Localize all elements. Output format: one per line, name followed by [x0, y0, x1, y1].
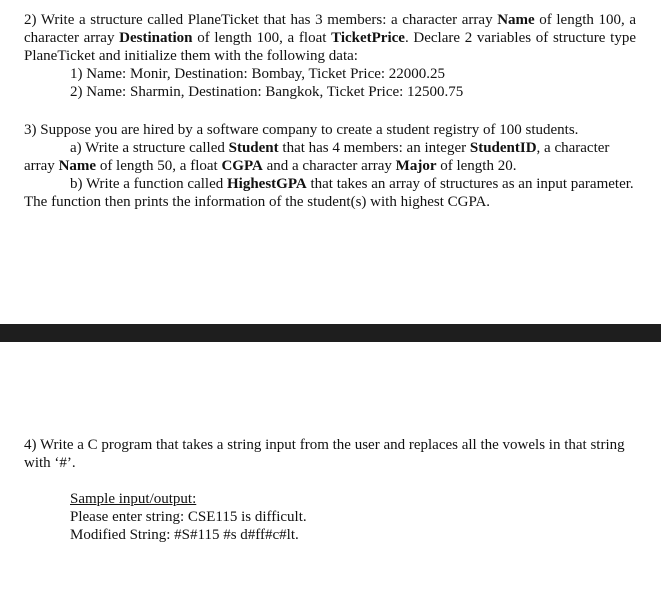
q3b-highestgpa-keyword: HighestGPA: [226, 176, 307, 192]
q3-intro: 3) Suppose you are hired by a software company to create a student registry of 100 students.: [24, 122, 579, 138]
q2-ticketprice-keyword: TicketPrice: [331, 30, 405, 46]
question-3: [24, 121, 636, 211]
q4-prompt: 4) Write a C program that takes a string input from the user and replaces all the vowels in that string with ‘#’.: [24, 437, 625, 471]
q3a-major-keyword: Major: [395, 158, 437, 174]
question-2-text: [24, 11, 636, 65]
q3a-name-keyword: Name: [58, 158, 97, 174]
q4-sample-io: [24, 490, 636, 544]
q3a-mid-text-3: of length 50, a float: [96, 158, 222, 174]
page-divider-band: [0, 324, 661, 342]
q3-part-a: [24, 139, 636, 175]
q2-data-item-2: 2) Name: Sharmin, Destination: Bangkok, Ticket Price: 12500.75: [70, 84, 464, 100]
q2-mid-text-2: of length 100, a float: [192, 30, 332, 46]
q3a-mid-text-2: , a character array: [24, 140, 610, 174]
q3a-lead-text: a) Write a structure called: [70, 140, 229, 156]
q2-lead-text: 2) Write a structure called PlaneTicket that has 3 members: a character array: [24, 12, 498, 28]
q4-sample-input-line: Please enter string: CSE115 is difficult.: [70, 509, 307, 525]
question-2: [24, 11, 636, 101]
q3b-tail-text: that takes an array of structures as an input parameter. The function then prints the information of the student(s) with highest CGPA.: [24, 176, 634, 210]
q2-mid-text-1: of length 100, a character array: [24, 12, 636, 46]
q3a-cgpa-keyword: CGPA: [221, 158, 263, 174]
q3a-studentid-keyword: StudentID: [469, 140, 537, 156]
question-4: [24, 436, 636, 544]
q2-name-keyword: Name: [497, 12, 535, 28]
q3b-lead-text: b) Write a function called: [70, 176, 227, 192]
q3a-tail-text: of length 20.: [436, 158, 517, 174]
q3a-mid-text-4: and a character array: [262, 158, 396, 174]
q2-destination-keyword: Destination: [119, 30, 193, 46]
q2-tail-text: . Declare 2 variables of structure type PlaneTicket and initialize them with the following data:: [24, 30, 636, 64]
q3a-student-keyword: Student: [228, 140, 279, 156]
q3-part-b: [24, 175, 636, 211]
q4-sample-output-line: Modified String: #S#115 #s d#ff#c#lt.: [70, 527, 299, 543]
q2-data-item-1: 1) Name: Monir, Destination: Bombay, Ticket Price: 22000.25: [70, 66, 446, 82]
q3a-mid-text-1: that has 4 members: an integer: [278, 140, 470, 156]
q4-spacer: [24, 472, 636, 490]
q4-sample-title: Sample input/output:: [70, 491, 197, 507]
